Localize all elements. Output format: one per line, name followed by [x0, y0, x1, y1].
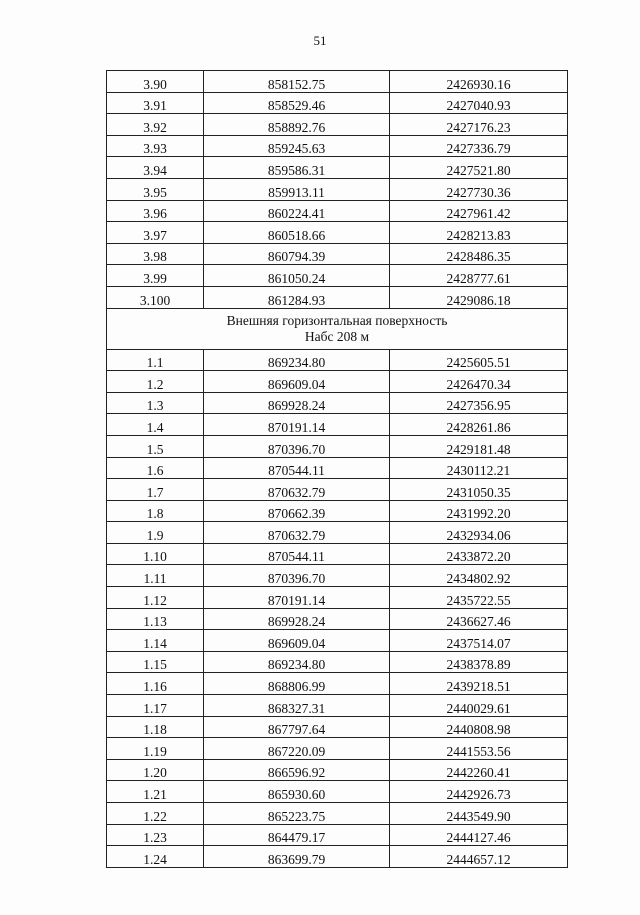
- table-row: [107, 92, 568, 114]
- x-coordinate-cell: 859913.11: [204, 178, 390, 200]
- table-section: [107, 308, 568, 349]
- table-row: [107, 630, 568, 652]
- point-id-cell: 3.93: [107, 135, 204, 157]
- x-coordinate-cell: 859586.31: [204, 157, 390, 179]
- x-coordinate-cell: 868806.99: [204, 673, 390, 695]
- x-coordinate-cell: 864479.17: [204, 824, 390, 846]
- table-row: [107, 114, 568, 136]
- page-number: 51: [313, 33, 327, 48]
- point-id-cell: 1.7: [107, 479, 204, 501]
- x-coordinate-cell: 870662.39: [204, 500, 390, 522]
- x-coordinate-cell: 870191.14: [204, 414, 390, 436]
- point-id-cell: 1.8: [107, 500, 204, 522]
- point-id-cell: 1.21: [107, 781, 204, 803]
- x-coordinate-cell: 869609.04: [204, 630, 390, 652]
- section-subtitle: Набс 208 м: [304, 328, 370, 344]
- y-coordinate-cell: 2425605.51: [390, 349, 568, 371]
- x-coordinate-cell: 863699.79: [204, 846, 390, 868]
- table-body-after: [107, 349, 568, 867]
- y-coordinate-cell: 2431050.35: [390, 479, 568, 501]
- x-coordinate-cell: 867797.64: [204, 716, 390, 738]
- table-row: [107, 414, 568, 436]
- point-id-cell: 1.22: [107, 803, 204, 825]
- point-id-cell: 3.90: [107, 71, 204, 93]
- y-coordinate-cell: 2442260.41: [390, 759, 568, 781]
- y-coordinate-cell: 2427730.36: [390, 178, 568, 200]
- table-row: [107, 673, 568, 695]
- y-coordinate-cell: 2432934.06: [390, 522, 568, 544]
- point-id-cell: 1.1: [107, 349, 204, 371]
- table-row: [107, 157, 568, 179]
- y-coordinate-cell: 2428486.35: [390, 243, 568, 265]
- table-row: [107, 371, 568, 393]
- y-coordinate-cell: 2427521.80: [390, 157, 568, 179]
- table-row: [107, 200, 568, 222]
- x-coordinate-cell: 859245.63: [204, 135, 390, 157]
- x-coordinate-cell: 870544.11: [204, 543, 390, 565]
- x-coordinate-cell: 870396.70: [204, 565, 390, 587]
- y-coordinate-cell: 2440029.61: [390, 695, 568, 717]
- table-row: [107, 479, 568, 501]
- point-id-cell: 3.97: [107, 222, 204, 244]
- table-row: [107, 608, 568, 630]
- y-coordinate-cell: 2428777.61: [390, 265, 568, 287]
- table-row: [107, 222, 568, 244]
- table-body-before: [107, 71, 568, 309]
- x-coordinate-cell: 869928.24: [204, 608, 390, 630]
- y-coordinate-cell: 2440808.98: [390, 716, 568, 738]
- point-id-cell: 1.12: [107, 587, 204, 609]
- y-coordinate-cell: 2433872.20: [390, 543, 568, 565]
- point-id-cell: 1.5: [107, 435, 204, 457]
- x-coordinate-cell: 870396.70: [204, 435, 390, 457]
- x-coordinate-cell: 858529.46: [204, 92, 390, 114]
- table-row: [107, 543, 568, 565]
- x-coordinate-cell: 861050.24: [204, 265, 390, 287]
- table-row: [107, 824, 568, 846]
- y-coordinate-cell: 2429181.48: [390, 435, 568, 457]
- section-title: Внешняя горизонтальная поверхность: [226, 312, 448, 328]
- x-coordinate-cell: 861284.93: [204, 286, 390, 308]
- x-coordinate-cell: 870544.11: [204, 457, 390, 479]
- y-coordinate-cell: 2444657.12: [390, 846, 568, 868]
- x-coordinate-cell: 858892.76: [204, 114, 390, 136]
- x-coordinate-cell: 869609.04: [204, 371, 390, 393]
- point-id-cell: 1.3: [107, 392, 204, 414]
- y-coordinate-cell: 2427176.23: [390, 114, 568, 136]
- table-row: [107, 565, 568, 587]
- y-coordinate-cell: 2428261.86: [390, 414, 568, 436]
- section-header-cell: [107, 308, 568, 349]
- y-coordinate-cell: 2436627.46: [390, 608, 568, 630]
- x-coordinate-cell: 860794.39: [204, 243, 390, 265]
- coordinates-table: [106, 70, 568, 868]
- y-coordinate-cell: 2426930.16: [390, 71, 568, 93]
- section-header-row: [107, 308, 568, 349]
- table-row: [107, 803, 568, 825]
- y-coordinate-cell: 2442926.73: [390, 781, 568, 803]
- y-coordinate-cell: 2430112.21: [390, 457, 568, 479]
- table-row: [107, 651, 568, 673]
- table-row: [107, 265, 568, 287]
- table-row: [107, 349, 568, 371]
- point-id-cell: 3.99: [107, 265, 204, 287]
- point-id-cell: 1.17: [107, 695, 204, 717]
- y-coordinate-cell: 2428213.83: [390, 222, 568, 244]
- x-coordinate-cell: 869928.24: [204, 392, 390, 414]
- x-coordinate-cell: 870191.14: [204, 587, 390, 609]
- y-coordinate-cell: 2437514.07: [390, 630, 568, 652]
- point-id-cell: 1.20: [107, 759, 204, 781]
- point-id-cell: 1.18: [107, 716, 204, 738]
- y-coordinate-cell: 2441553.56: [390, 738, 568, 760]
- table-row: [107, 846, 568, 868]
- y-coordinate-cell: 2427961.42: [390, 200, 568, 222]
- x-coordinate-cell: 865930.60: [204, 781, 390, 803]
- point-id-cell: 1.15: [107, 651, 204, 673]
- y-coordinate-cell: 2435722.55: [390, 587, 568, 609]
- x-coordinate-cell: 866596.92: [204, 759, 390, 781]
- x-coordinate-cell: 869234.80: [204, 651, 390, 673]
- table-row: [107, 286, 568, 308]
- table-row: [107, 738, 568, 760]
- point-id-cell: 3.95: [107, 178, 204, 200]
- table-row: [107, 716, 568, 738]
- table-row: [107, 178, 568, 200]
- table-row: [107, 135, 568, 157]
- table-row: [107, 243, 568, 265]
- point-id-cell: 1.11: [107, 565, 204, 587]
- y-coordinate-cell: 2439218.51: [390, 673, 568, 695]
- point-id-cell: 3.100: [107, 286, 204, 308]
- x-coordinate-cell: 860518.66: [204, 222, 390, 244]
- y-coordinate-cell: 2431992.20: [390, 500, 568, 522]
- x-coordinate-cell: 860224.41: [204, 200, 390, 222]
- y-coordinate-cell: 2427040.93: [390, 92, 568, 114]
- x-coordinate-cell: 869234.80: [204, 349, 390, 371]
- point-id-cell: 1.13: [107, 608, 204, 630]
- y-coordinate-cell: 2438378.89: [390, 651, 568, 673]
- table-row: [107, 781, 568, 803]
- point-id-cell: 1.6: [107, 457, 204, 479]
- table-row: [107, 457, 568, 479]
- table-row: [107, 695, 568, 717]
- table-row: [107, 759, 568, 781]
- x-coordinate-cell: 858152.75: [204, 71, 390, 93]
- point-id-cell: 1.4: [107, 414, 204, 436]
- table-row: [107, 71, 568, 93]
- y-coordinate-cell: 2426470.34: [390, 371, 568, 393]
- point-id-cell: 1.24: [107, 846, 204, 868]
- y-coordinate-cell: 2427356.95: [390, 392, 568, 414]
- table-row: [107, 500, 568, 522]
- point-id-cell: 3.91: [107, 92, 204, 114]
- point-id-cell: 1.19: [107, 738, 204, 760]
- x-coordinate-cell: 870632.79: [204, 522, 390, 544]
- x-coordinate-cell: 870632.79: [204, 479, 390, 501]
- table-row: [107, 392, 568, 414]
- point-id-cell: 1.16: [107, 673, 204, 695]
- table-row: [107, 435, 568, 457]
- table-row: [107, 587, 568, 609]
- point-id-cell: 3.96: [107, 200, 204, 222]
- table-row: [107, 522, 568, 544]
- point-id-cell: 1.2: [107, 371, 204, 393]
- x-coordinate-cell: 867220.09: [204, 738, 390, 760]
- x-coordinate-cell: 868327.31: [204, 695, 390, 717]
- point-id-cell: 1.10: [107, 543, 204, 565]
- point-id-cell: 3.98: [107, 243, 204, 265]
- point-id-cell: 1.14: [107, 630, 204, 652]
- x-coordinate-cell: 865223.75: [204, 803, 390, 825]
- point-id-cell: 1.23: [107, 824, 204, 846]
- point-id-cell: 3.92: [107, 114, 204, 136]
- y-coordinate-cell: 2427336.79: [390, 135, 568, 157]
- y-coordinate-cell: 2429086.18: [390, 286, 568, 308]
- y-coordinate-cell: 2443549.90: [390, 803, 568, 825]
- y-coordinate-cell: 2434802.92: [390, 565, 568, 587]
- point-id-cell: 1.9: [107, 522, 204, 544]
- point-id-cell: 3.94: [107, 157, 204, 179]
- y-coordinate-cell: 2444127.46: [390, 824, 568, 846]
